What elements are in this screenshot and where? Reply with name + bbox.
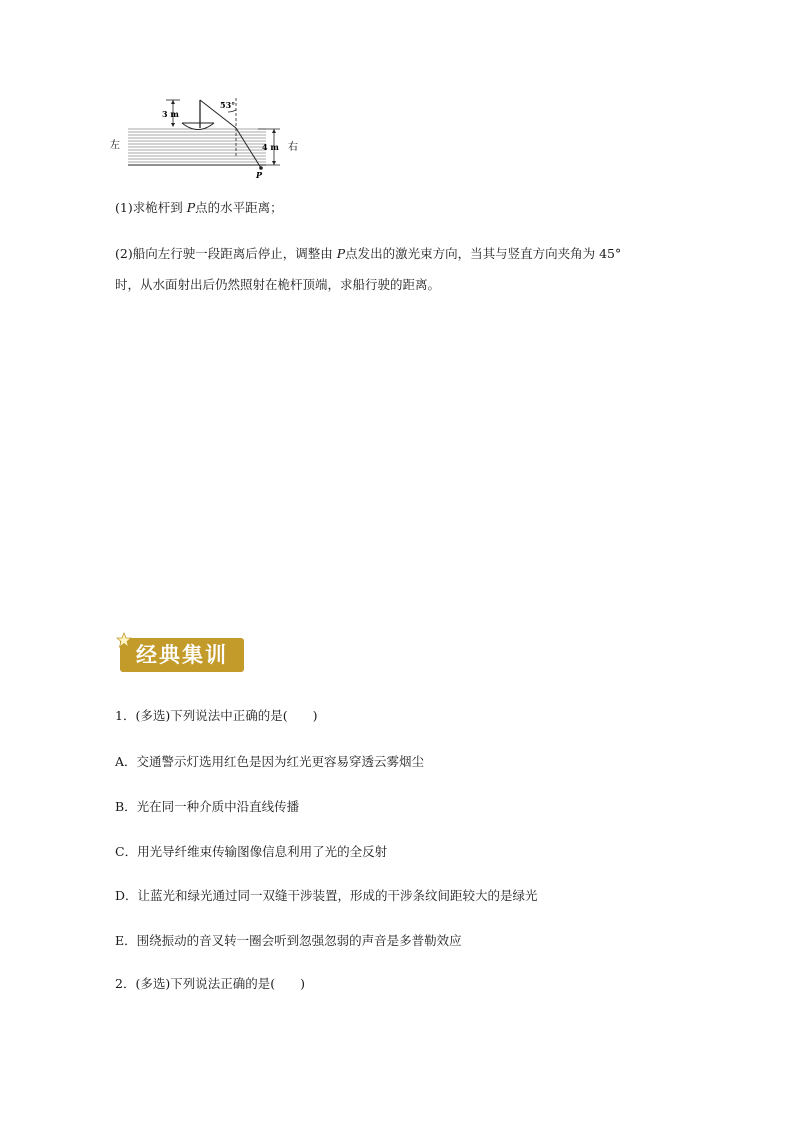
dim-3m-head-bottom — [171, 123, 175, 127]
water-region — [128, 129, 266, 162]
problem-1-stem: 1．(多选)下列说法中正确的是( ) — [115, 708, 318, 723]
boat-laser-figure — [108, 96, 308, 180]
boat-hull — [182, 123, 214, 130]
problem-2-stem: 2．(多选)下列说法正确的是( ) — [115, 976, 305, 991]
question-2-line-2: 时，从水面射出后仍然照射在桅杆顶端，求船行驶的距离。 — [115, 277, 441, 292]
q2-suffix: 点发出的激光束方向，当其与竖直方向夹角为 45° — [345, 246, 622, 261]
label-4m: 4 m — [262, 142, 279, 152]
dim-4m-head-top — [272, 129, 276, 133]
q2-point: P — [336, 246, 346, 261]
problem-1-option-b: B．光在同一种介质中沿直线传播 — [115, 799, 300, 814]
problem-1-option-a: A．交通警示灯选用红色是因为红光更容易穿透云雾烟尘 — [115, 754, 425, 769]
section-title: 经典集训 — [136, 643, 228, 667]
question-1 — [115, 199, 283, 217]
problem-1-option-c: C．用光导纤维束传输图像信息利用了光的全反射 — [115, 844, 388, 859]
dim-3m-head-top — [171, 100, 175, 104]
q1-prefix: (1)求桅杆到 — [115, 200, 187, 215]
problem-1-option-e: E．围绕振动的音叉转一圈会听到忽强忽弱的声音是多普勒效应 — [115, 933, 462, 948]
section-banner — [116, 632, 246, 674]
q2-prefix: (2)船向左行驶一段距离后停止，调整由 — [115, 246, 337, 261]
dim-4m-head-bottom — [272, 161, 276, 165]
label-p: P — [256, 170, 263, 180]
label-angle: 53° — [220, 100, 236, 110]
label-3m: 3 m — [162, 109, 179, 119]
angle-arc — [228, 110, 236, 112]
q1-suffix: 点的水平距离； — [195, 200, 283, 215]
figure-svg — [108, 96, 308, 180]
star-icon — [116, 632, 132, 648]
label-right: 右 — [288, 142, 298, 153]
q1-point: P — [186, 200, 196, 215]
label-left: 左 — [110, 140, 120, 151]
problem-1-option-d: D．让蓝光和绿光通过同一双缝干涉装置，形成的干涉条纹间距较大的是绿光 — [115, 888, 538, 903]
question-2-line-1 — [115, 245, 621, 263]
